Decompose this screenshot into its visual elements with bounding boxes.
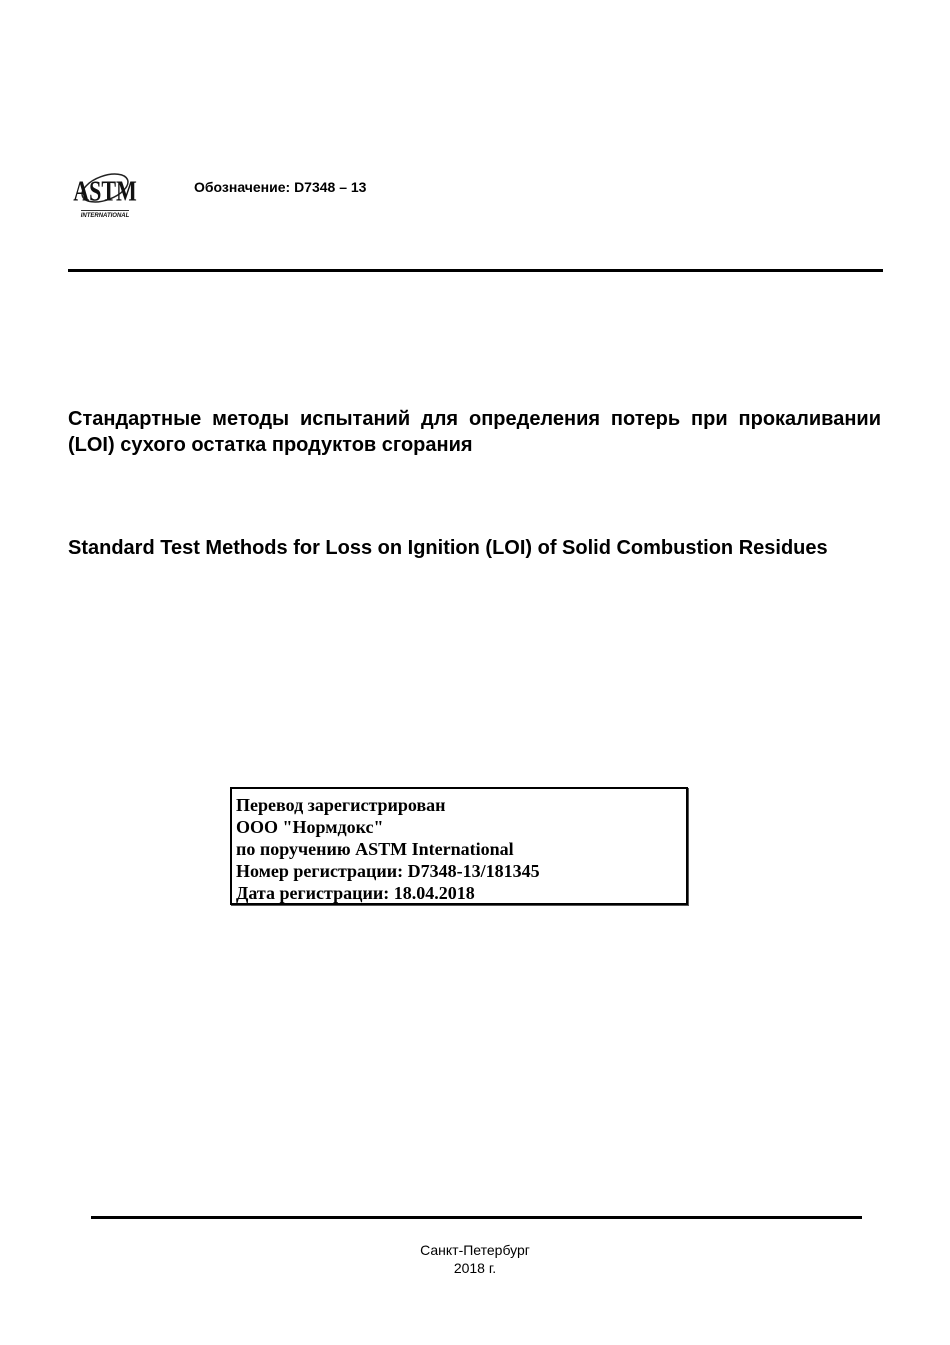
title-english: Standard Test Methods for Loss on Ignition (LOI) of Solid Combustion Residues xyxy=(68,537,828,559)
footer-city: Санкт-Петербург xyxy=(420,1242,530,1258)
registration-box xyxy=(230,787,688,905)
registration-line: ООО "Нормдокс" xyxy=(236,817,384,837)
svg-text:ASTM: ASTM xyxy=(73,174,137,208)
svg-text:INTERNATIONAL: INTERNATIONAL xyxy=(80,213,130,219)
registration-line: Перевод зарегистрирован xyxy=(236,795,446,815)
title-russian: Стандартные методы испытаний для определения потерь при прокаливании (LOI) сухого остатка продуктов сгорания xyxy=(68,408,881,456)
footer-year: 2018 г. xyxy=(453,1260,497,1276)
astm-logo xyxy=(73,164,137,222)
top-divider xyxy=(68,269,883,272)
footer xyxy=(0,1241,950,1277)
registration-line: по поручению ASTM International xyxy=(236,839,514,859)
bottom-divider xyxy=(91,1216,862,1219)
registration-number: Номер регистрации: D7348-13/181345 xyxy=(236,861,540,881)
registration-date: Дата регистрации: 18.04.2018 xyxy=(236,883,475,903)
designation: Обозначение: D7348 – 13 xyxy=(194,179,367,195)
